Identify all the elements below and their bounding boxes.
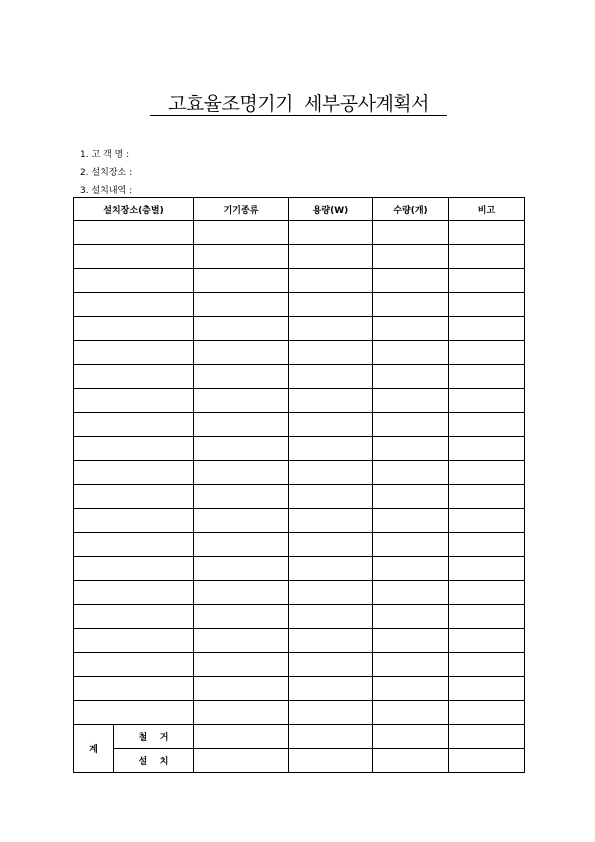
table-cell[interactable]	[449, 629, 525, 653]
table-row	[74, 317, 525, 341]
table-cell[interactable]	[449, 485, 525, 509]
table-cell[interactable]	[289, 293, 373, 317]
table-cell[interactable]	[449, 533, 525, 557]
table-cell[interactable]	[373, 245, 449, 269]
table-cell[interactable]	[194, 605, 289, 629]
table-cell[interactable]	[373, 749, 449, 773]
table-cell[interactable]	[289, 437, 373, 461]
table-cell[interactable]	[74, 581, 194, 605]
table-row	[74, 245, 525, 269]
table-row	[74, 701, 525, 725]
table-cell[interactable]	[74, 389, 194, 413]
table-cell[interactable]	[373, 293, 449, 317]
table-cell[interactable]	[289, 629, 373, 653]
work-plan-table	[73, 197, 525, 773]
table-cell[interactable]	[194, 365, 289, 389]
table-cell[interactable]	[449, 413, 525, 437]
header-location: 설치장소(층별)	[74, 198, 194, 221]
table-cell[interactable]	[289, 605, 373, 629]
table-cell[interactable]	[449, 341, 525, 365]
customer-name-field: 1. 고 객 명 :	[80, 150, 130, 160]
table-cell[interactable]	[194, 749, 289, 773]
table-cell[interactable]	[194, 341, 289, 365]
title-underline	[150, 115, 447, 116]
table-cell[interactable]	[373, 725, 449, 749]
table-cell[interactable]	[194, 557, 289, 581]
table-cell[interactable]	[194, 317, 289, 341]
table-cell[interactable]	[449, 437, 525, 461]
summary-row-install	[74, 749, 525, 773]
table-row	[74, 533, 525, 557]
table-cell[interactable]	[289, 509, 373, 533]
table-cell[interactable]	[289, 389, 373, 413]
page-title: 고효율조명기기 세부공사계획서	[167, 93, 430, 115]
table-cell[interactable]	[194, 389, 289, 413]
table-cell[interactable]	[449, 581, 525, 605]
table-cell[interactable]	[449, 461, 525, 485]
header-capacity: 용량(W)	[289, 198, 373, 221]
table-cell[interactable]	[194, 485, 289, 509]
table-cell[interactable]	[74, 437, 194, 461]
table-cell[interactable]	[373, 269, 449, 293]
table-cell[interactable]	[74, 557, 194, 581]
table-cell[interactable]	[74, 461, 194, 485]
table-header-row	[74, 198, 525, 221]
table-row	[74, 677, 525, 701]
table-cell[interactable]	[373, 461, 449, 485]
summary-row-removal	[74, 725, 525, 749]
table-cell[interactable]	[194, 269, 289, 293]
table-row	[74, 221, 525, 245]
table-row	[74, 509, 525, 533]
table-row	[74, 605, 525, 629]
header-remarks: 비고	[449, 198, 525, 221]
table-cell[interactable]	[194, 293, 289, 317]
table-cell[interactable]	[289, 533, 373, 557]
table-cell[interactable]	[373, 509, 449, 533]
table-cell[interactable]	[289, 413, 373, 437]
table-cell[interactable]	[289, 317, 373, 341]
table-cell[interactable]	[373, 557, 449, 581]
table-cell[interactable]	[373, 413, 449, 437]
table-cell[interactable]	[373, 629, 449, 653]
table-cell[interactable]	[194, 245, 289, 269]
table-row	[74, 437, 525, 461]
table-cell[interactable]	[449, 605, 525, 629]
table-cell[interactable]	[74, 509, 194, 533]
table-cell[interactable]	[194, 677, 289, 701]
table-cell[interactable]	[373, 677, 449, 701]
table-cell[interactable]	[74, 365, 194, 389]
table-cell[interactable]	[373, 533, 449, 557]
table-cell[interactable]	[449, 701, 525, 725]
table-cell[interactable]	[194, 221, 289, 245]
table-cell[interactable]	[373, 653, 449, 677]
table-row	[74, 485, 525, 509]
table-cell[interactable]	[449, 317, 525, 341]
table-cell[interactable]	[289, 557, 373, 581]
table-cell[interactable]	[449, 293, 525, 317]
table-cell[interactable]	[373, 389, 449, 413]
table-cell[interactable]	[289, 245, 373, 269]
table-cell[interactable]	[74, 269, 194, 293]
table-row	[74, 557, 525, 581]
header-quantity: 수량(개)	[373, 198, 449, 221]
table-cell[interactable]	[74, 293, 194, 317]
table-cell[interactable]	[373, 365, 449, 389]
install-location-field: 2. 설치장소 :	[80, 168, 133, 178]
table-row	[74, 653, 525, 677]
table-cell[interactable]	[373, 701, 449, 725]
table-cell[interactable]	[74, 629, 194, 653]
table-cell[interactable]	[373, 221, 449, 245]
table-cell[interactable]	[74, 245, 194, 269]
table-cell[interactable]	[74, 701, 194, 725]
table-cell[interactable]	[194, 725, 289, 749]
table-cell[interactable]	[449, 725, 525, 749]
table-cell[interactable]	[289, 653, 373, 677]
table-cell[interactable]	[449, 269, 525, 293]
table-cell[interactable]	[449, 389, 525, 413]
install-details-field: 3. 설치내역 :	[80, 186, 133, 196]
summary-removal-label: 철 거	[114, 725, 194, 749]
table-cell[interactable]	[449, 221, 525, 245]
table-cell[interactable]	[194, 653, 289, 677]
table-cell[interactable]	[289, 269, 373, 293]
table-cell[interactable]	[74, 221, 194, 245]
table-body	[74, 221, 525, 773]
table-cell[interactable]	[289, 725, 373, 749]
table-cell[interactable]	[289, 581, 373, 605]
summary-install-label: 설 치	[114, 749, 194, 773]
table-cell[interactable]	[194, 413, 289, 437]
summary-total-label: 계	[74, 725, 114, 773]
table-row	[74, 581, 525, 605]
table-cell[interactable]	[449, 653, 525, 677]
table-cell[interactable]	[194, 629, 289, 653]
table-cell[interactable]	[289, 341, 373, 365]
table-cell[interactable]	[449, 365, 525, 389]
table-cell[interactable]	[74, 341, 194, 365]
table-cell[interactable]	[289, 701, 373, 725]
table-cell[interactable]	[194, 437, 289, 461]
table-cell[interactable]	[289, 221, 373, 245]
table-cell[interactable]	[74, 485, 194, 509]
table-cell[interactable]	[194, 581, 289, 605]
table-cell[interactable]	[194, 461, 289, 485]
table-cell[interactable]	[449, 245, 525, 269]
table-cell[interactable]	[373, 317, 449, 341]
table-cell[interactable]	[373, 341, 449, 365]
table-cell[interactable]	[449, 509, 525, 533]
table-cell[interactable]	[74, 605, 194, 629]
table-row	[74, 269, 525, 293]
customer-info	[80, 146, 132, 200]
table-row	[74, 389, 525, 413]
table-cell[interactable]	[373, 437, 449, 461]
table-cell[interactable]	[194, 701, 289, 725]
table-cell[interactable]	[289, 485, 373, 509]
table-cell[interactable]	[74, 533, 194, 557]
table-row	[74, 341, 525, 365]
table-cell[interactable]	[449, 749, 525, 773]
table-cell[interactable]	[74, 677, 194, 701]
table-row	[74, 365, 525, 389]
table-cell[interactable]	[289, 677, 373, 701]
table-cell[interactable]	[373, 485, 449, 509]
table-cell[interactable]	[74, 413, 194, 437]
table-cell[interactable]	[194, 509, 289, 533]
table-cell[interactable]	[194, 533, 289, 557]
table-cell[interactable]	[373, 581, 449, 605]
header-equipment-type: 기기종류	[194, 198, 289, 221]
table-row	[74, 413, 525, 437]
table-cell[interactable]	[449, 557, 525, 581]
table-cell[interactable]	[289, 365, 373, 389]
table-row	[74, 461, 525, 485]
table-row	[74, 293, 525, 317]
table-cell[interactable]	[449, 677, 525, 701]
table-cell[interactable]	[289, 461, 373, 485]
table-row	[74, 629, 525, 653]
table-cell[interactable]	[373, 605, 449, 629]
table-cell[interactable]	[74, 653, 194, 677]
table-cell[interactable]	[74, 317, 194, 341]
table-cell[interactable]	[289, 749, 373, 773]
